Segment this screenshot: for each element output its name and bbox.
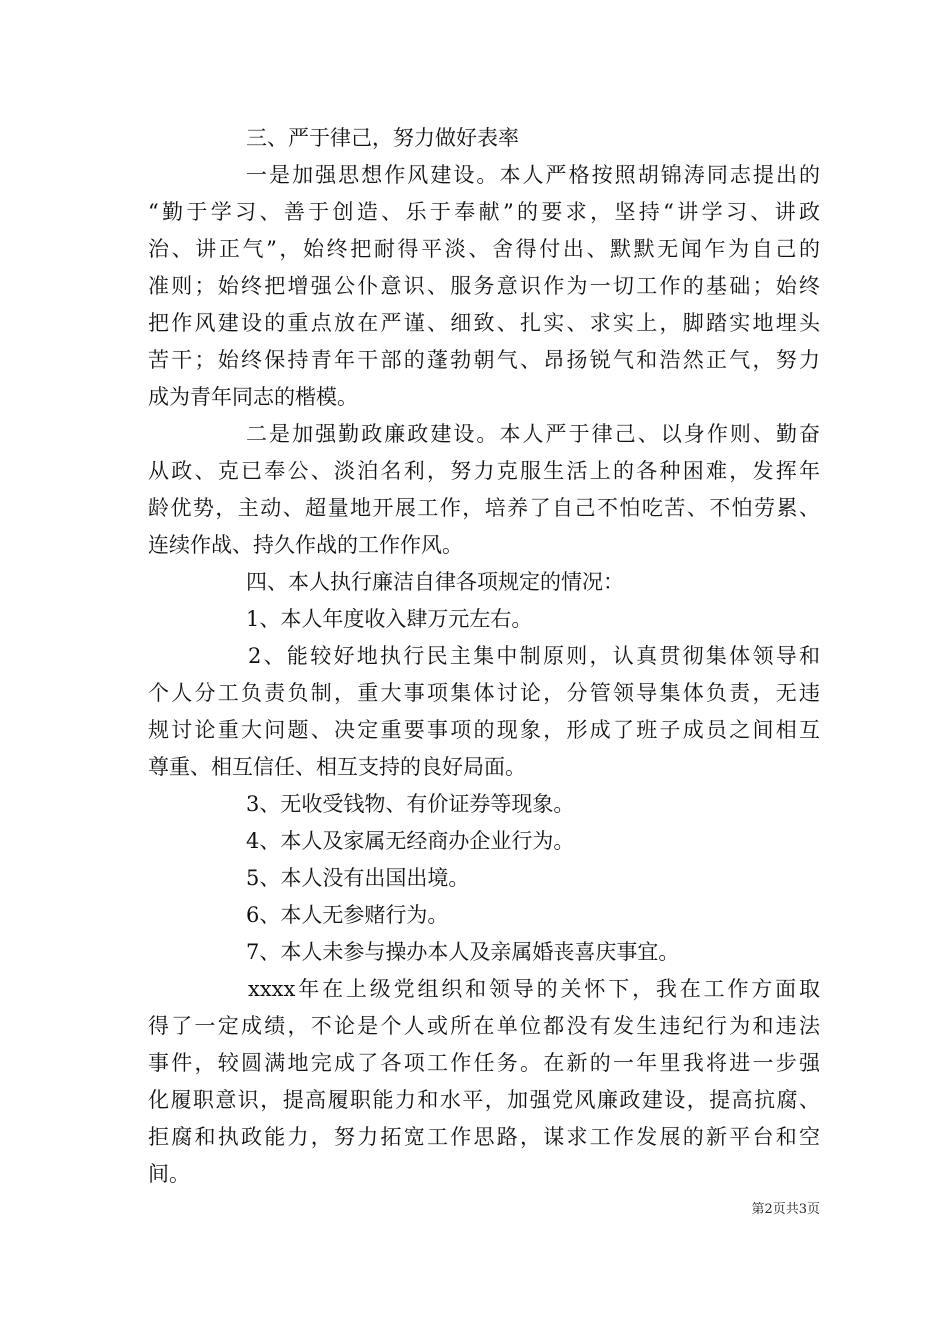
paragraph-line: 把作风建设的重点放在严谨、细致、扎实、求实上，脚踏实地埋头 — [148, 311, 820, 335]
list-item: 3、无收受钱物、有价证券等现象。 — [246, 792, 575, 816]
paragraph-line: 拒腐和执政能力，努力拓宽工作思路，谋求工作发展的新平台和空 — [148, 1125, 820, 1149]
paragraph-line: 连续作战、持久作战的工作作风。 — [148, 533, 463, 557]
list-item: 4、本人及家属无经商办企业行为。 — [246, 829, 575, 853]
paragraph-line: 二是加强勤政廉政建设。本人严于律己、以身作则、勤奋 — [246, 422, 820, 446]
paragraph-line: 龄优势，主动、超量地开展工作，培养了自己不怕吃苦、不怕劳累、 — [148, 496, 820, 520]
paragraph-line: 准则；始终把增强公仆意识、服务意识作为一切工作的基础；始终 — [148, 274, 820, 298]
section-heading-4: 四、本人执行廉洁自律各项规定的情况： — [246, 570, 624, 594]
paragraph-line: 得了一定成绩，不论是个人或所在单位都没有发生违纪行为和违法 — [148, 1014, 820, 1038]
document-body — [148, 120, 820, 1193]
paragraph-line: 尊重、相互信任、相互支持的良好局面。 — [148, 755, 526, 779]
paragraph-line: 规讨论重大问题、决定重要事项的现象，形成了班子成员之间相互 — [148, 718, 820, 742]
paragraph-line: 成为青年同志的楷模。 — [148, 385, 358, 409]
list-item: 7、本人未参与操办本人及亲属婚丧喜庆事宜。 — [246, 940, 680, 964]
paragraph-line: 从政、克已奉公、淡泊名利，努力克服生活上的各种困难，发挥年 — [148, 459, 820, 483]
list-item: 2、能较好地执行民主集中制原则，认真贯彻集体领导和 — [248, 644, 820, 668]
paragraph-line: 化履职意识，提高履职能力和水平，加强党风廉政建设，提高抗腐、 — [148, 1088, 820, 1112]
paragraph-line: 治、讲正气”，始终把耐得平淡、舍得付出、默默无闻乍为自己的 — [148, 237, 820, 261]
paragraph-line: xxxx年在上级党组织和领导的关怀下，我在工作方面取 — [248, 977, 820, 1001]
paragraph-line: 一是加强思想作风建设。本人严格按照胡锦涛同志提出的 — [246, 163, 820, 187]
paragraph-line: 事件，较圆满地完成了各项工作任务。在新的一年里我将进一步强 — [148, 1051, 820, 1075]
page-number: 第2页共3页 — [751, 1202, 820, 1217]
paragraph-line: 个人分工负责负制，重大事项集体讨论，分管领导集体负责，无违 — [148, 681, 820, 705]
paragraph-line: “勤于学习、善于创造、乐于奉献”的要求，坚持“讲学习、讲政 — [148, 200, 820, 224]
list-item: 6、本人无参赌行为。 — [246, 903, 449, 927]
list-item: 5、本人没有出国出境。 — [246, 866, 470, 890]
list-item: 1、本人年度收入肆万元左右。 — [246, 607, 533, 631]
paragraph-line: 间。 — [148, 1162, 190, 1186]
paragraph-line: 苦干；始终保持青年干部的蓬勃朝气、昂扬锐气和浩然正气，努力 — [148, 348, 820, 372]
section-heading-3: 三、严于律己，努力做好表率 — [246, 126, 519, 150]
